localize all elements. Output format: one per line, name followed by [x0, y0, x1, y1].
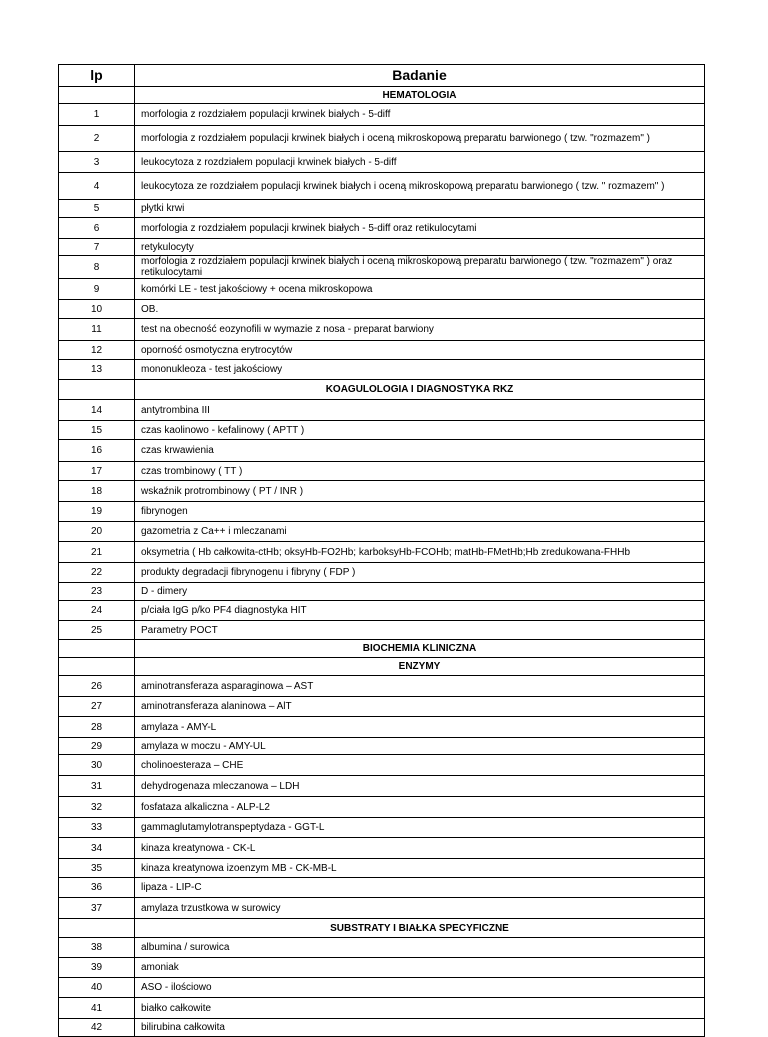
table-row	[59, 319, 705, 341]
test-name: amoniak	[135, 958, 705, 978]
row-number: 7	[59, 239, 135, 256]
row-number: 18	[59, 481, 135, 502]
row-number: 28	[59, 717, 135, 738]
test-name: komórki LE - test jakościowy + ocena mikroskopowa	[135, 279, 705, 300]
table-row	[59, 938, 705, 958]
table-row	[59, 542, 705, 563]
table-row	[59, 173, 705, 200]
section-title: ENZYMY	[135, 658, 705, 676]
row-number: 34	[59, 838, 135, 859]
table-row	[59, 755, 705, 776]
test-name: morfologia z rozdziałem populacji krwinek białych i oceną mikroskopową preparatu barwionego ( tzw. "rozmazem" ) oraz retikulocytami	[135, 256, 705, 279]
table-row	[59, 563, 705, 583]
table-row	[59, 104, 705, 126]
test-name: retykulocyty	[135, 239, 705, 256]
row-number: 33	[59, 818, 135, 838]
test-name: leukocytoza z rozdziałem populacji krwinek białych - 5-diff	[135, 152, 705, 173]
row-number: 3	[59, 152, 135, 173]
table-row	[59, 621, 705, 640]
test-name: test na obecność eozynofili w wymazie z nosa - preparat barwiony	[135, 319, 705, 341]
row-number: 1	[59, 104, 135, 126]
row-number: 20	[59, 522, 135, 542]
table-row	[59, 676, 705, 697]
row-number: 40	[59, 978, 135, 998]
test-name: aminotransferaza asparaginowa – AST	[135, 676, 705, 697]
row-number: 41	[59, 998, 135, 1019]
test-name: białko całkowite	[135, 998, 705, 1019]
table-row	[59, 502, 705, 522]
row-number: 12	[59, 341, 135, 360]
row-number: 24	[59, 601, 135, 621]
row-number: 37	[59, 898, 135, 919]
section-empty-cell	[59, 919, 135, 938]
row-number: 9	[59, 279, 135, 300]
test-name: kinaza kreatynowa izoenzym MB - CK-MB-L	[135, 859, 705, 878]
section-empty-cell	[59, 658, 135, 676]
table-row	[59, 421, 705, 440]
table-row	[59, 440, 705, 462]
table-row	[59, 776, 705, 797]
test-name: wskaźnik protrombinowy ( PT / INR )	[135, 481, 705, 502]
row-number: 38	[59, 938, 135, 958]
row-number: 39	[59, 958, 135, 978]
section-empty-cell	[59, 87, 135, 104]
table-row	[59, 462, 705, 481]
test-name: czas kaolinowo - kefalinowy ( APTT )	[135, 421, 705, 440]
row-number: 30	[59, 755, 135, 776]
test-name: albumina / surowica	[135, 938, 705, 958]
table-row	[59, 481, 705, 502]
row-number: 21	[59, 542, 135, 563]
table-row	[59, 898, 705, 919]
table-row	[59, 697, 705, 717]
row-number: 27	[59, 697, 135, 717]
test-name: antytrombina III	[135, 400, 705, 421]
table-row	[59, 522, 705, 542]
section-title: SUBSTRATY I BIAŁKA SPECYFICZNE	[135, 919, 705, 938]
section-title: HEMATOLOGIA	[135, 87, 705, 104]
row-number: 32	[59, 797, 135, 818]
table-row	[59, 1019, 705, 1037]
test-name: płytki krwi	[135, 200, 705, 218]
table-row	[59, 958, 705, 978]
table-row	[59, 978, 705, 998]
table-row	[59, 838, 705, 859]
header-badanie: Badanie	[135, 65, 705, 87]
section-title: KOAGULOLOGIA I DIAGNOSTYKA RKZ	[135, 380, 705, 400]
row-number: 29	[59, 738, 135, 755]
row-number: 10	[59, 300, 135, 319]
table-row	[59, 218, 705, 239]
section-empty-cell	[59, 640, 135, 658]
test-name: fibrynogen	[135, 502, 705, 522]
test-name: gazometria z Ca++ i mleczanami	[135, 522, 705, 542]
row-number: 13	[59, 360, 135, 380]
table-row	[59, 583, 705, 601]
row-number: 31	[59, 776, 135, 797]
section-title: BIOCHEMIA KLINICZNA	[135, 640, 705, 658]
section-row	[59, 380, 705, 400]
row-number: 5	[59, 200, 135, 218]
table-row	[59, 341, 705, 360]
test-name: Parametry POCT	[135, 621, 705, 640]
row-number: 26	[59, 676, 135, 697]
test-name: aminotransferaza alaninowa – AlT	[135, 697, 705, 717]
table-row	[59, 152, 705, 173]
table-row	[59, 818, 705, 838]
row-number: 36	[59, 878, 135, 898]
test-name: lipaza - LIP-C	[135, 878, 705, 898]
table-row	[59, 200, 705, 218]
row-number: 16	[59, 440, 135, 462]
test-name: amylaza - AMY-L	[135, 717, 705, 738]
row-number: 2	[59, 126, 135, 152]
table-row	[59, 360, 705, 380]
row-number: 8	[59, 256, 135, 279]
table-row	[59, 239, 705, 256]
test-name: mononukleoza - test jakościowy	[135, 360, 705, 380]
row-number: 15	[59, 421, 135, 440]
section-empty-cell	[59, 380, 135, 400]
row-number: 23	[59, 583, 135, 601]
test-name: dehydrogenaza mleczanowa – LDH	[135, 776, 705, 797]
test-name: cholinoesteraza – CHE	[135, 755, 705, 776]
row-number: 22	[59, 563, 135, 583]
table-row	[59, 279, 705, 300]
section-row	[59, 919, 705, 938]
row-number: 17	[59, 462, 135, 481]
row-number: 25	[59, 621, 135, 640]
table-header-row	[59, 65, 705, 87]
table-row	[59, 300, 705, 319]
row-number: 19	[59, 502, 135, 522]
row-number: 42	[59, 1019, 135, 1037]
test-name: morfologia z rozdziałem populacji krwinek białych - 5-diff oraz retikulocytami	[135, 218, 705, 239]
table-row	[59, 256, 705, 279]
section-row	[59, 640, 705, 658]
lab-tests-table	[58, 64, 705, 1037]
test-name: ASO - ilościowo	[135, 978, 705, 998]
row-number: 4	[59, 173, 135, 200]
table-row	[59, 601, 705, 621]
test-name: oporność osmotyczna erytrocytów	[135, 341, 705, 360]
test-name: morfologia z rozdziałem populacji krwinek białych i oceną mikroskopową preparatu barwionego ( tzw. "rozmazem" )	[135, 126, 705, 152]
section-row	[59, 87, 705, 104]
table-row	[59, 717, 705, 738]
row-number: 11	[59, 319, 135, 341]
test-name: leukocytoza ze rozdziałem populacji krwinek białych i oceną mikroskopową preparatu barwionego ( tzw. " rozmazem" )	[135, 173, 705, 200]
test-name: fosfataza alkaliczna - ALP-L2	[135, 797, 705, 818]
test-name: kinaza kreatynowa - CK-L	[135, 838, 705, 859]
test-name: amylaza w moczu - AMY-UL	[135, 738, 705, 755]
table-row	[59, 998, 705, 1019]
table-row	[59, 738, 705, 755]
table-body	[59, 87, 705, 1037]
test-name: czas trombinowy ( TT )	[135, 462, 705, 481]
table-row	[59, 797, 705, 818]
row-number: 35	[59, 859, 135, 878]
section-row	[59, 658, 705, 676]
test-name: oksymetria ( Hb całkowita-ctHb; oksyHb-FO2Hb; karboksyHb-FCOHb; matHb-FMetHb;Hb zredukowana-FHHb	[135, 542, 705, 563]
table-row	[59, 859, 705, 878]
test-name: morfologia z rozdziałem populacji krwinek białych - 5-diff	[135, 104, 705, 126]
table-row	[59, 126, 705, 152]
table-row	[59, 878, 705, 898]
test-name: produkty degradacji fibrynogenu i fibryny ( FDP )	[135, 563, 705, 583]
test-name: D - dimery	[135, 583, 705, 601]
test-name: bilirubina całkowita	[135, 1019, 705, 1037]
header-lp: lp	[59, 65, 135, 87]
row-number: 14	[59, 400, 135, 421]
test-name: amylaza trzustkowa w surowicy	[135, 898, 705, 919]
test-name: czas krwawienia	[135, 440, 705, 462]
test-name: gammaglutamylotranspeptydaza - GGT-L	[135, 818, 705, 838]
table-row	[59, 400, 705, 421]
test-name: OB.	[135, 300, 705, 319]
test-name: p/ciała IgG p/ko PF4 diagnostyka HIT	[135, 601, 705, 621]
row-number: 6	[59, 218, 135, 239]
